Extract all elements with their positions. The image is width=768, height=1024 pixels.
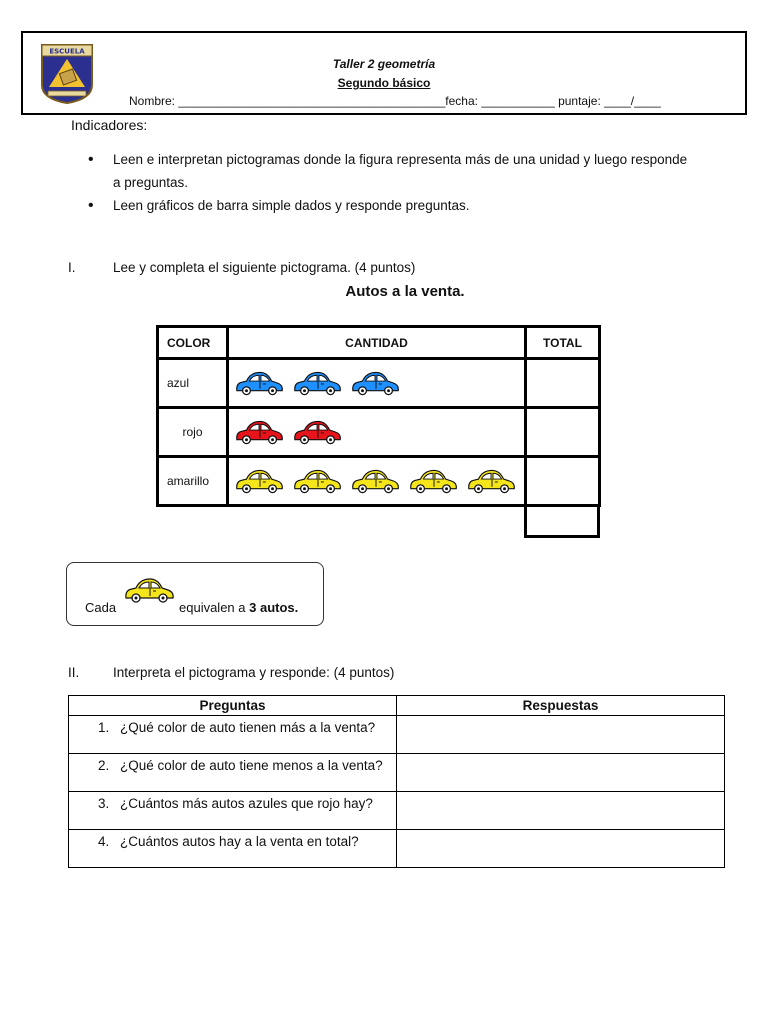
question-text: ¿Cuántos autos hay a la venta en total?: [120, 834, 359, 849]
questions-table: [68, 695, 725, 868]
question-number: 4.: [98, 834, 110, 849]
legend-prefix: Cada: [85, 600, 117, 615]
header-box: [21, 31, 747, 115]
row-label-azul: azul: [158, 359, 228, 408]
car-icons-amarillo: [229, 458, 524, 504]
worksheet-title: Taller 2 geometría: [332, 57, 436, 71]
total-cell-rojo[interactable]: [526, 408, 600, 457]
total-cell-azul[interactable]: [526, 359, 600, 408]
question-4: [69, 830, 396, 852]
col-header-quantity: CANTIDAD: [228, 327, 526, 359]
car-icon: [291, 417, 345, 447]
indicator-item: • Leen gráficos de barra simple dados y responde preguntas.: [88, 194, 688, 217]
section-1-text: Lee y completa el siguiente pictograma. (4 puntos): [113, 260, 416, 275]
chart-title: Autos a la venta.: [345, 283, 465, 300]
question-number: 3.: [98, 796, 110, 811]
section-1-number: I.: [68, 260, 76, 275]
car-icons-azul: [229, 360, 524, 406]
section-2-text: Interpreta el pictograma y responde: (4 puntos): [113, 665, 395, 680]
car-icon: [233, 466, 287, 496]
col-header-answers: Respuestas: [397, 696, 725, 716]
row-label-rojo: rojo: [158, 408, 228, 457]
question-1: [69, 716, 396, 738]
question-number: 2.: [98, 758, 110, 773]
question-text: ¿Cuántos más autos azules que rojo hay?: [120, 796, 373, 811]
car-icon: [291, 368, 345, 398]
car-icon: [465, 466, 519, 496]
car-icons-rojo: [229, 409, 524, 455]
school-logo: [39, 41, 95, 105]
student-info-line[interactable]: Nombre: ________________________________________fecha: ___________ puntaje: ____/____: [129, 94, 661, 108]
answer-cell-3[interactable]: [397, 792, 725, 830]
col-header-total: TOTAL: [526, 327, 600, 359]
indicator-item: • Leen e interpretan pictogramas donde la figura representa más de una unidad y luego responde a preguntas.: [88, 148, 688, 194]
legend-middle: equivalen a: [179, 600, 246, 615]
car-icon: [407, 466, 461, 496]
car-icon: [122, 575, 178, 610]
answer-cell-4[interactable]: [397, 830, 725, 868]
question-3: [69, 792, 396, 814]
total-cell-amarillo[interactable]: [526, 457, 600, 506]
worksheet-subtitle: Segundo básico: [337, 76, 431, 90]
row-label-amarillo: amarillo: [158, 457, 228, 506]
car-icon: [349, 368, 403, 398]
question-number: 1.: [98, 720, 110, 735]
car-icon: [233, 417, 287, 447]
indicators-title: Indicadores:: [71, 117, 148, 133]
col-header-color: COLOR: [158, 327, 228, 359]
question-text: ¿Qué color de auto tienen más a la venta?: [120, 720, 376, 735]
pictogram-table: [156, 325, 601, 507]
question-2: [69, 754, 396, 776]
answer-cell-1[interactable]: [397, 716, 725, 754]
question-text: ¿Qué color de auto tiene menos a la venta?: [120, 758, 383, 773]
car-icon: [233, 368, 287, 398]
section-2-number: II.: [68, 665, 80, 680]
answer-cell-2[interactable]: [397, 754, 725, 792]
legend-equivalence: [179, 600, 298, 615]
car-icon: [349, 466, 403, 496]
svg-text:ESCUELA: ESCUELA: [49, 47, 85, 56]
legend-box: [66, 562, 324, 626]
indicators-list: [88, 148, 688, 217]
grand-total-cell[interactable]: [524, 507, 600, 538]
car-icon: [291, 466, 345, 496]
legend-value: 3 autos.: [249, 600, 299, 615]
col-header-questions: Preguntas: [69, 696, 397, 716]
